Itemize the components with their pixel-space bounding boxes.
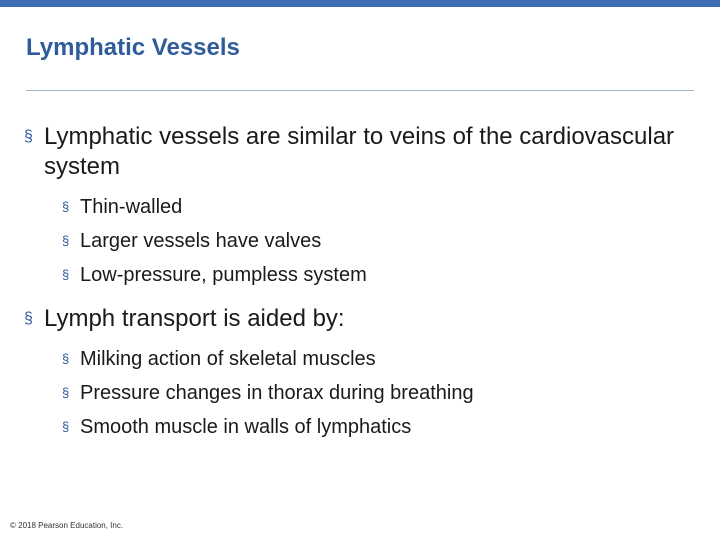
sub-bullet-point <box>62 258 684 292</box>
sub-bullet-icon: § <box>62 199 70 214</box>
sub-bullet-list <box>62 342 684 444</box>
slide-title: Lymphatic Vessels <box>26 34 240 61</box>
bullet-text: Lymphatic vessels are similar to veins of the cardiovascular system <box>44 123 675 180</box>
bullet-point <box>24 304 684 334</box>
copyright-footer: © 2018 Pearson Education, Inc. <box>10 521 124 530</box>
sub-bullet-point <box>62 410 684 444</box>
group-spacer <box>24 292 684 304</box>
bullet-point <box>24 122 684 182</box>
bullet-text: Lymph transport is aided by: <box>44 305 345 332</box>
sub-bullet-point <box>62 342 684 376</box>
sub-bullet-icon: § <box>62 419 70 434</box>
sub-bullet-point <box>62 376 684 410</box>
sub-bullet-text: Low-pressure, pumpless system <box>80 264 367 286</box>
sub-bullet-text: Larger vessels have valves <box>80 230 322 252</box>
sub-bullet-list <box>62 190 684 292</box>
sub-bullet-icon: § <box>62 233 70 248</box>
sub-bullet-text: Pressure changes in thorax during breathing <box>80 382 474 404</box>
sub-bullet-icon: § <box>62 267 70 282</box>
sub-bullet-text: Thin-walled <box>80 196 183 218</box>
sub-bullet-text: Milking action of skeletal muscles <box>80 348 376 370</box>
sub-bullet-text: Smooth muscle in walls of lymphatics <box>80 416 412 438</box>
sub-bullet-icon: § <box>62 351 70 366</box>
sub-bullet-point <box>62 224 684 258</box>
bullet-icon: § <box>24 310 33 327</box>
bullet-icon: § <box>24 128 33 145</box>
sub-bullet-point <box>62 190 684 224</box>
title-divider <box>26 90 694 91</box>
sub-bullet-icon: § <box>62 385 70 400</box>
top-accent-bar <box>0 0 720 7</box>
slide-content <box>24 122 684 444</box>
